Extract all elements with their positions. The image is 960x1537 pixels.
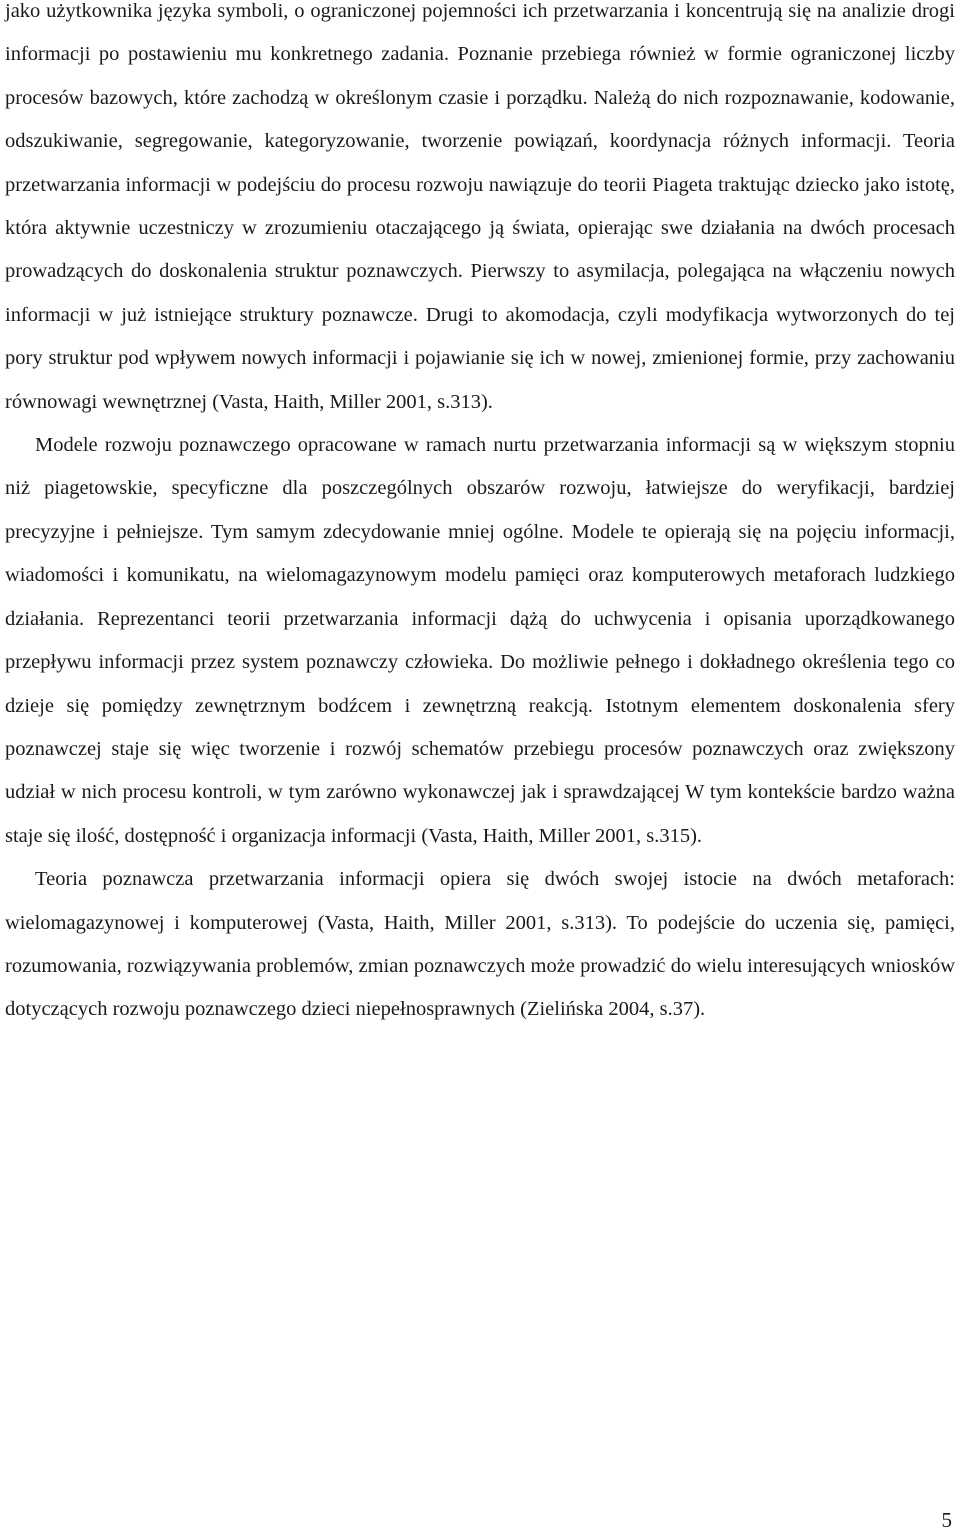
paragraph-cognitive-theory: Teoria poznawcza przetwarzania informacji opiera się dwóch swojej istocie na dwóch metaforach: wielomagazynowej i komputerowej (Vasta, Haith, Miller 2001, s.313). To podejście do uczenia się, pamięci, rozumowania, rozwiązywania problemów, zmian poznawczych może prowadzić do wielu interesujących wniosków dotyczących rozwoju poznawczego dzieci niepełnosprawnych (Zielińska 2004, s.37). (5, 868, 955, 1021)
document-page (5, 0, 955, 1032)
paragraph-cognitive-models: Modele rozwoju poznawczego opracowane w ramach nurtu przetwarzania informacji są w większym stopniu niż piagetowskie, specyficzne dla poszczególnych obszarów rozwoju, łatwiejsze do weryfikacji, bardziej precyzyjne i pełniejsze. Tym samym zdecydowanie mniej ogólne. Modele te opierają się na pojęciu informacji, wiadomości i komunikatu, na wielomagazynowym modelu pamięci oraz komputerowych metaforach ludzkiego działania. Reprezentanci teorii przetwarzania informacji dążą do uchwycenia i opisania uporządkowanego przepływu informacji przez system poznawczy człowieka. Do możliwie pełnego i dokładnego określenia tego co dzieje się pomiędzy zewnętrznym bodźcem i zewnętrzną reakcją. Istotnym elementem doskonalenia sfery poznawczej staje się więc tworzenie i rozwój schematów przebiegu procesów poznawczych oraz zwiększony udział w nich procesu kontroli, w tym zarówno wykonawczej jak i sprawdzającej W tym kontekście bardzo ważna staje się ilość, dostępność i organizacja informacji (Vasta, Haith, Miller 2001, s.315). (5, 434, 955, 847)
paragraph-information-processing: jako użytkownika języka symboli, o ograniczonej pojemności ich przetwarzania i koncentrują się na analizie drogi informacji po postawieniu mu konkretnego zadania. Poznanie przebiega również w formie ograniczonej liczby procesów bazowych, które zachodzą w określonym czasie i porządku. Należą do nich rozpoznawanie, kodowanie, odszukiwanie, segregowanie, kategoryzowanie, tworzenie powiązań, koordynacja różnych informacji. Teoria przetwarzania informacji w podejściu do procesu rozwoju nawiązuje do teorii Piageta traktując dziecko jako istotę, która aktywnie uczestniczy w zrozumieniu otaczającego ją świata, opierając swe działania na dwóch procesach prowadzących do doskonalenia struktur poznawczych. Pierwszy to asymilacja, polegająca na włączeniu nowych informacji w już istniejące struktury poznawcze. Drugi to akomodacja, czyli modyfikacja wytworzonych do tej pory struktur pod wpływem nowych informacji i pojawianie się ich w nowej, zmienionej formie, przy zachowaniu równowagi wewnętrznej (Vasta, Haith, Miller 2001, s.313). (5, 0, 955, 413)
page-number: 5 (941, 1508, 952, 1532)
